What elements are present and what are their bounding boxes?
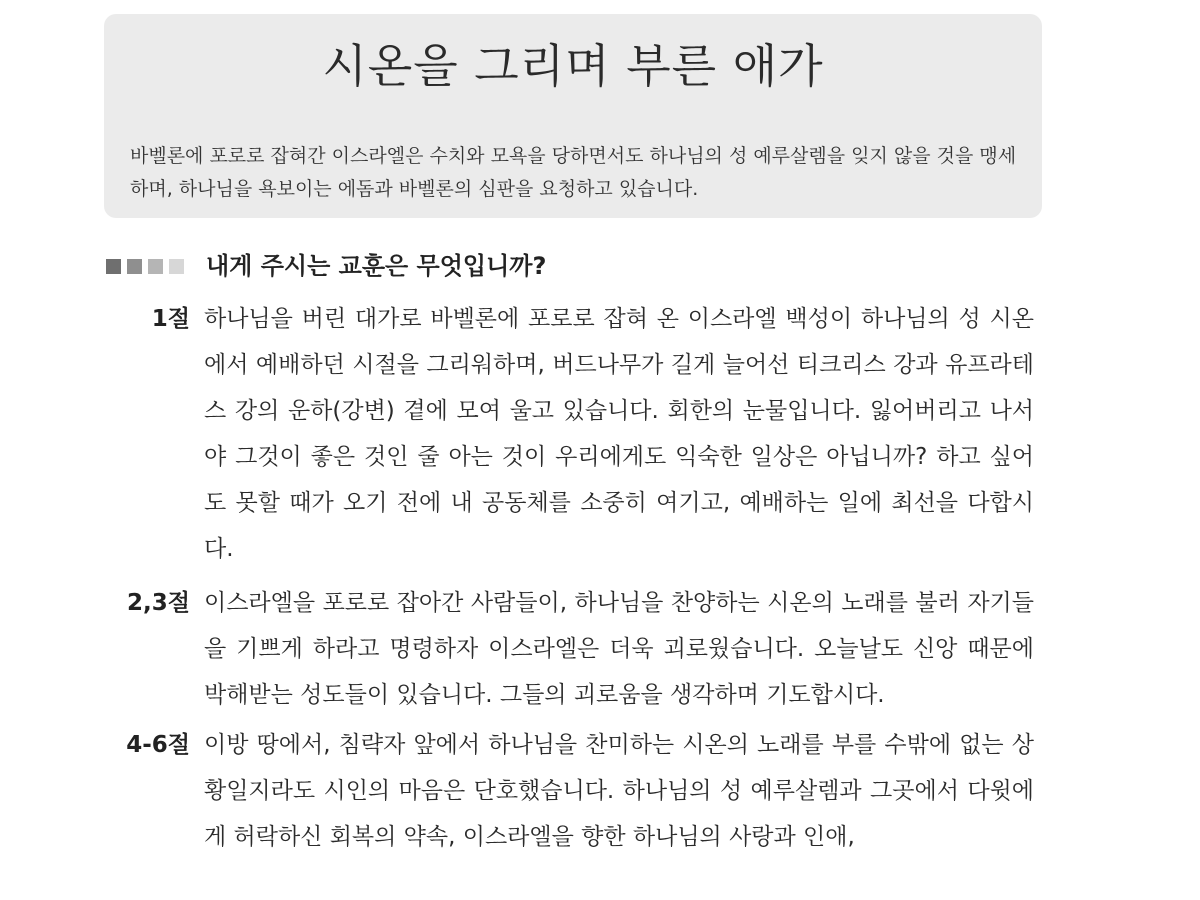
bullet-squares-icon: [106, 259, 190, 274]
verse-label: 4-6절: [126, 732, 190, 758]
verse-text: 이방 땅에서, 침략자 앞에서 하나님을 찬미하는 시온의 노래를 부를 수밖에 없는 상황일지라도 시인의 마음은 단호했습니다. 하나님의 성 예루살렘과 그곳에서 다윗에게 허락하신 회복의 약속, 이스라엘을 향한 하나님의 사랑과 인애,: [204, 732, 1034, 850]
chapter-title: 시온을 그리며 부른 애가: [322, 39, 824, 93]
verse-text: 이스라엘을 포로로 잡아간 사람들이, 하나님을 찬양하는 시온의 노래를 불러 자기들을 기쁘게 하라고 명령하자 이스라엘은 더욱 괴로웠습니다. 오늘날도 신앙 때문에 박해받는 성도들이 있습니다. 그들의 괴로움을 생각하며 기도합시다.: [204, 590, 1034, 708]
verse-block: [110, 580, 1060, 718]
verse-label: 1절: [151, 306, 190, 332]
section-heading: [106, 246, 546, 286]
section-title: 내게 주시는 교훈은 무엇입니까?: [206, 252, 547, 280]
verse-label: 2,3절: [127, 590, 190, 616]
verse-block: [110, 296, 1060, 572]
chapter-intro: 바벨론에 포로로 잡혀간 이스라엘은 수치와 모욕을 당하면서도 하나님의 성 예루살렘을 잊지 않을 것을 맹세하며, 하나님을 욕보이는 에돔과 바벨론의 심판을 요청하고 있습니다.: [130, 145, 1017, 200]
chapter-header-box: [104, 14, 1042, 218]
verse-text: 하나님을 버린 대가로 바벨론에 포로로 잡혀 온 이스라엘 백성이 하나님의 성 시온에서 예배하던 시절을 그리워하며, 버드나무가 길게 늘어선 티크리스 강과 유프라테스 강의 운하(강변) 곁에 모여 울고 있습니다. 회한의 눈물입니다. 잃어버리고 나서야 그것이 좋은 것인 줄 아는 것이 우리에게도 익숙한 일상은 아닙니까? 하고 싶어도 못할 때가 오기 전에 내 공동체를 소중히 여기고, 예배하는 일에 최선을 다합시다.: [204, 306, 1034, 562]
verse-block: [110, 722, 1060, 860]
